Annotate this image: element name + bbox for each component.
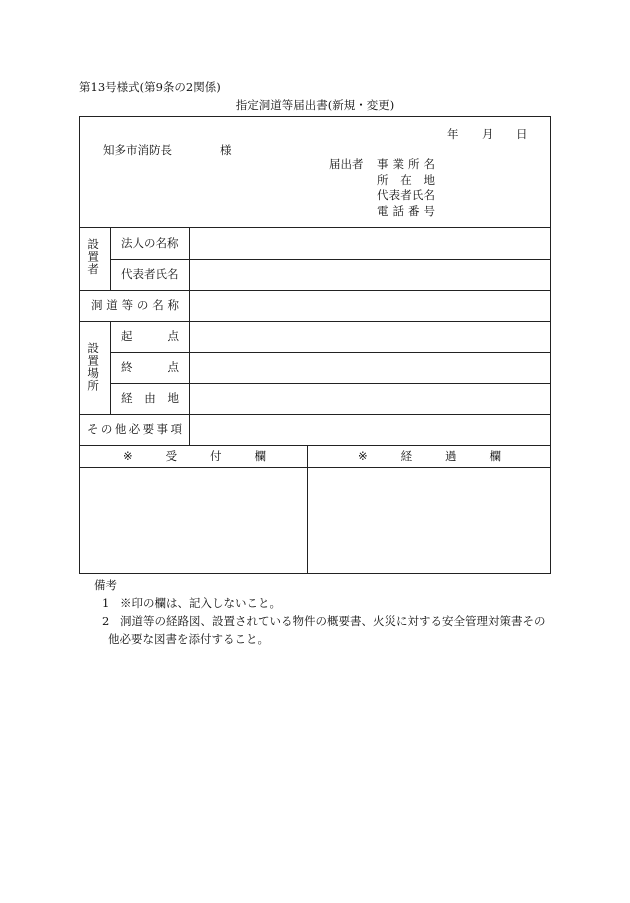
rule-header-bottom [80, 227, 550, 228]
form-table [79, 116, 551, 574]
tunnel-name-label: 洞 道 等 の 名 称 [91, 298, 179, 312]
reception-box-label: ※ 受 付 欄 [123, 449, 266, 463]
progress-box-label: ※ 経 過 欄 [358, 449, 501, 463]
honorific: 様 [220, 143, 232, 157]
applicant-representative: 代 表 者 氏 名 [377, 188, 435, 202]
note-1-text: ※印の欄は、記入しないこと。 [120, 596, 281, 610]
installer-group-label: 設置者 [86, 238, 101, 276]
date-year: 年 [447, 127, 459, 141]
notes-heading: 備考 [94, 578, 117, 592]
document-title: 指定洞道等届出書(新規・変更) [235, 98, 395, 112]
rule-location-2 [110, 383, 550, 384]
rule-other-bottom [80, 445, 550, 446]
rule-installer-bottom [80, 290, 550, 291]
rule-box-header-bottom [80, 467, 550, 468]
note-2-continuation: 他必要な図書を添付すること。 [108, 632, 269, 646]
note-2-text: 洞道等の経路図、設置されている物件の概要書、火災に対する安全管理対策書その [120, 614, 546, 628]
rule-location-col [110, 321, 111, 414]
note-2-number: 2 [102, 614, 110, 628]
rep-name-label: 代表者氏名 [121, 267, 179, 281]
applicant-business-name: 事 業 所 名 [377, 157, 435, 171]
note-1-number: 1 [102, 596, 110, 610]
applicant-phone: 電 話 番 号 [377, 204, 435, 218]
applicant-address: 所 在 地 [377, 173, 435, 187]
via-point-label: 経 由 地 [121, 391, 179, 405]
rule-label-col [189, 227, 190, 445]
other-items-label: そ の 他 必 要 事 項 [87, 422, 182, 436]
date-month: 月 [482, 127, 494, 141]
date-day: 日 [516, 127, 528, 141]
start-point-label: 起 点 [121, 329, 179, 343]
addressee: 知多市消防長 [103, 143, 172, 157]
location-group-label: 設置場所 [86, 342, 101, 392]
applicant-label: 届出者 [329, 157, 364, 171]
rule-location-1 [110, 352, 550, 353]
form-number: 第13号様式(第9条の2関係) [79, 80, 221, 94]
rule-installer-mid [110, 259, 550, 260]
rule-box-divider [307, 445, 308, 573]
rule-installer-col [110, 227, 111, 290]
corp-name-label: 法人の名称 [121, 236, 179, 250]
rule-location-bottom [80, 414, 550, 415]
rule-tunnel-bottom [80, 321, 550, 322]
end-point-label: 終 点 [121, 360, 179, 374]
